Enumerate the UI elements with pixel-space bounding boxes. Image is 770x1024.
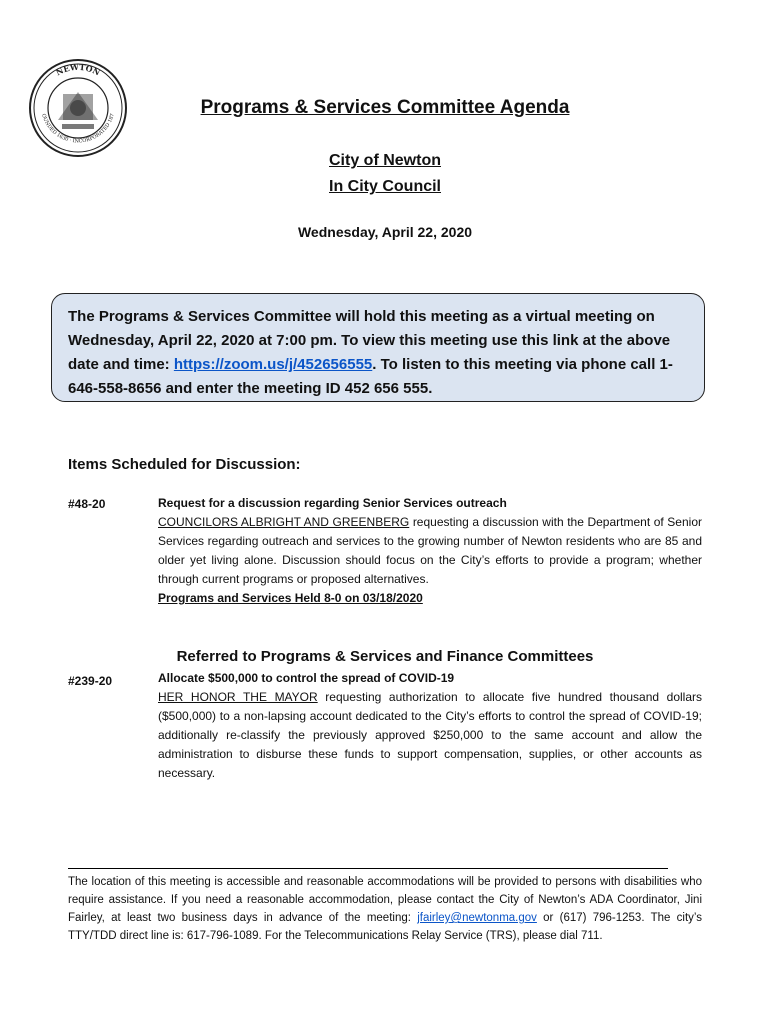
item-sponsor: COUNCILORS ALBRIGHT AND GREENBERG (158, 515, 410, 529)
agenda-item (158, 669, 702, 783)
item-sponsor: HER HONOR THE MAYOR (158, 690, 318, 704)
virtual-meeting-notice (51, 293, 705, 402)
agenda-item (158, 494, 702, 608)
notice-text-after: . To listen to this meeting via phone call 1-646-558-8656 and enter the meeting ID 452 656 555. (68, 356, 673, 397)
contact-email-link[interactable]: jfairley@newtonma.gov (417, 912, 537, 924)
page-title: Programs & Services Committee Agenda (200, 97, 570, 118)
item-number: #48-20 (68, 497, 106, 511)
referred-heading: Referred to Programs & Services and Finance Committees (176, 648, 594, 665)
item-description: requesting authorization to allocate five hundred thousand dollars ($500,000) to a non-lapsing account dedicated to the City’s efforts to control the spread of COVID-19; additionally re-classify the previously approved $250,000 to the same account and allow the administration to disburse these funds to support compensation, supplies, or other accounts as necessary. (158, 690, 702, 780)
council-name: In City Council (329, 178, 441, 195)
zoom-link[interactable]: https://zoom.us/j/452656555 (173, 356, 373, 373)
svg-text:FOUNDED 1630 · INCORPORATED 18: OUNDED 1630 · INCORPORATED 187 (40, 112, 116, 145)
item-description: requesting a discussion with the Department of Senior Services regarding outreach and services to the growing number of Newton residents who are 85 and older yet living alone. Discussion should focus on the City’s efforts to provide a program; whether through current programs or proposed alternatives. (158, 515, 702, 586)
footer-divider (68, 868, 668, 869)
item-body (158, 688, 702, 783)
schedule-heading: Items Scheduled for Discussion: (68, 456, 301, 473)
footer-text-before: The location of this meeting is accessible and reasonable accommodations will be provided to persons with disabilities who require assistance. If you need a reasonable accommodation, please contact the City of Newton’s ADA Coordinator, Jini Fairley, at least two business days in advance of the meeting: (68, 876, 702, 924)
item-number: #239-20 (68, 674, 113, 688)
svg-text:NEWTON: NEWTON (54, 61, 102, 78)
meeting-date: Wednesday, April 22, 2020 (297, 224, 473, 240)
notice-text-before: The Programs & Services Committee will hold this meeting as a virtual meeting on Wednesday, April 22, 2020 at 7:00 pm. To view this meeting use this link at the above date and time: (68, 308, 671, 373)
item-title: Allocate $500,000 to control the spread of COVID-19 (158, 671, 455, 685)
item-body (158, 513, 702, 589)
item-status: Programs and Services Held 8-0 on 03/18/2020 (158, 591, 423, 605)
item-title: Request for a discussion regarding Senior Services outreach (158, 496, 507, 510)
footer-text-after: or (617) 796-1253. The city’s TTY/TDD direct line is: 617-796-1089. For the Telecommunications Relay Service (TRS), please dial 711. (68, 912, 702, 942)
city-name: City of Newton (329, 152, 441, 169)
accessibility-footer (68, 873, 702, 945)
